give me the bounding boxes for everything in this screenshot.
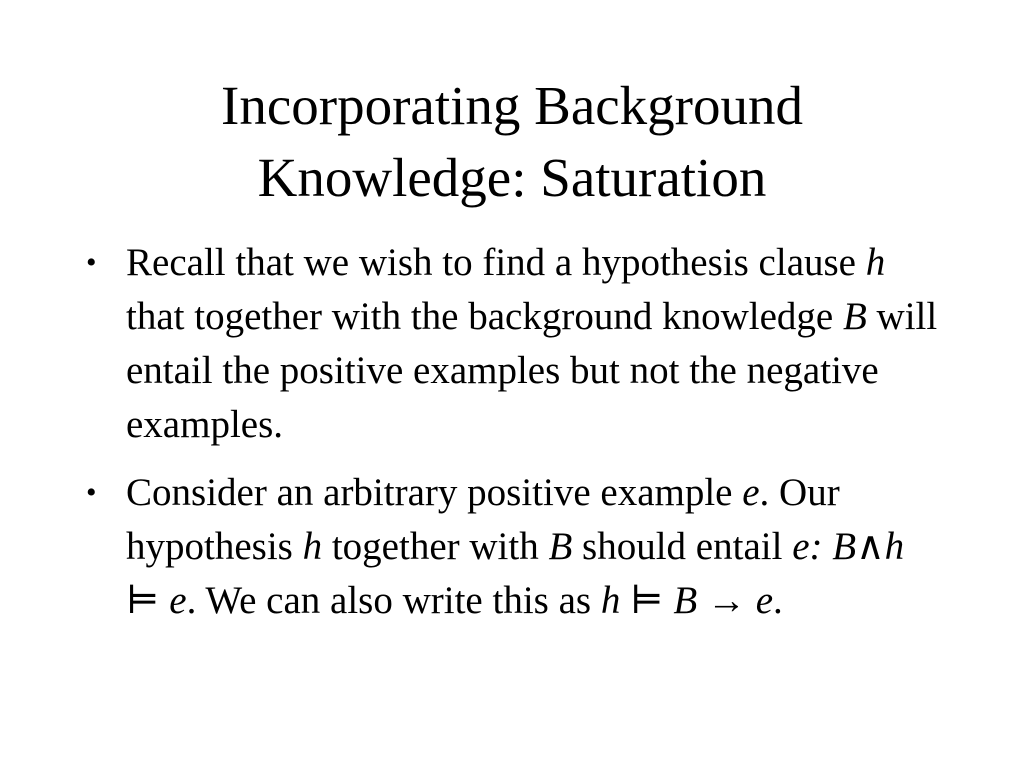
- entails-symbol: ⊨: [620, 579, 674, 622]
- math-var-b: B: [842, 295, 867, 338]
- math-var-h: h: [600, 579, 621, 622]
- text-run: together with: [322, 525, 549, 568]
- text-run: should entail: [572, 525, 793, 568]
- bullet-1-text: [126, 241, 937, 446]
- bullet-item-2: [86, 466, 946, 628]
- text-run: . Our hypothesis: [126, 471, 840, 568]
- math-var-b: B: [548, 525, 573, 568]
- math-expr: e: B: [792, 525, 857, 568]
- math-var-e: e: [742, 471, 760, 514]
- text-run: Recall that we wish to find a hypothesis clause: [126, 241, 866, 284]
- slide-title: [0, 70, 1024, 214]
- text-run: that together with the background knowledge: [126, 295, 843, 338]
- text-run: will entail the positive examples but not the negative examples.: [126, 295, 938, 446]
- text-run: . We can also write this as: [186, 579, 601, 622]
- math-var-b: B: [673, 579, 698, 622]
- bullet-list: [86, 236, 946, 642]
- arrow-symbol: →: [697, 579, 756, 622]
- math-var-h: h: [865, 241, 886, 284]
- text-run: Consider an arbitrary positive example: [126, 471, 743, 514]
- math-var-h: h: [884, 525, 905, 568]
- bullet-item-1: [86, 236, 946, 452]
- entails-symbol: ⊨: [126, 579, 170, 622]
- math-var-h: h: [302, 525, 323, 568]
- title-line-2: Knowledge: Saturation: [257, 147, 767, 208]
- text-run: .: [773, 579, 783, 622]
- math-var-e: e: [755, 579, 774, 622]
- bullet-dot-icon: •: [86, 246, 97, 279]
- math-var-e: e: [169, 579, 187, 622]
- title-line-1: Incorporating Background: [221, 75, 803, 136]
- logical-and-symbol: ∧: [856, 525, 885, 568]
- bullet-dot-icon: •: [86, 476, 97, 509]
- bullet-2-text: [126, 471, 904, 622]
